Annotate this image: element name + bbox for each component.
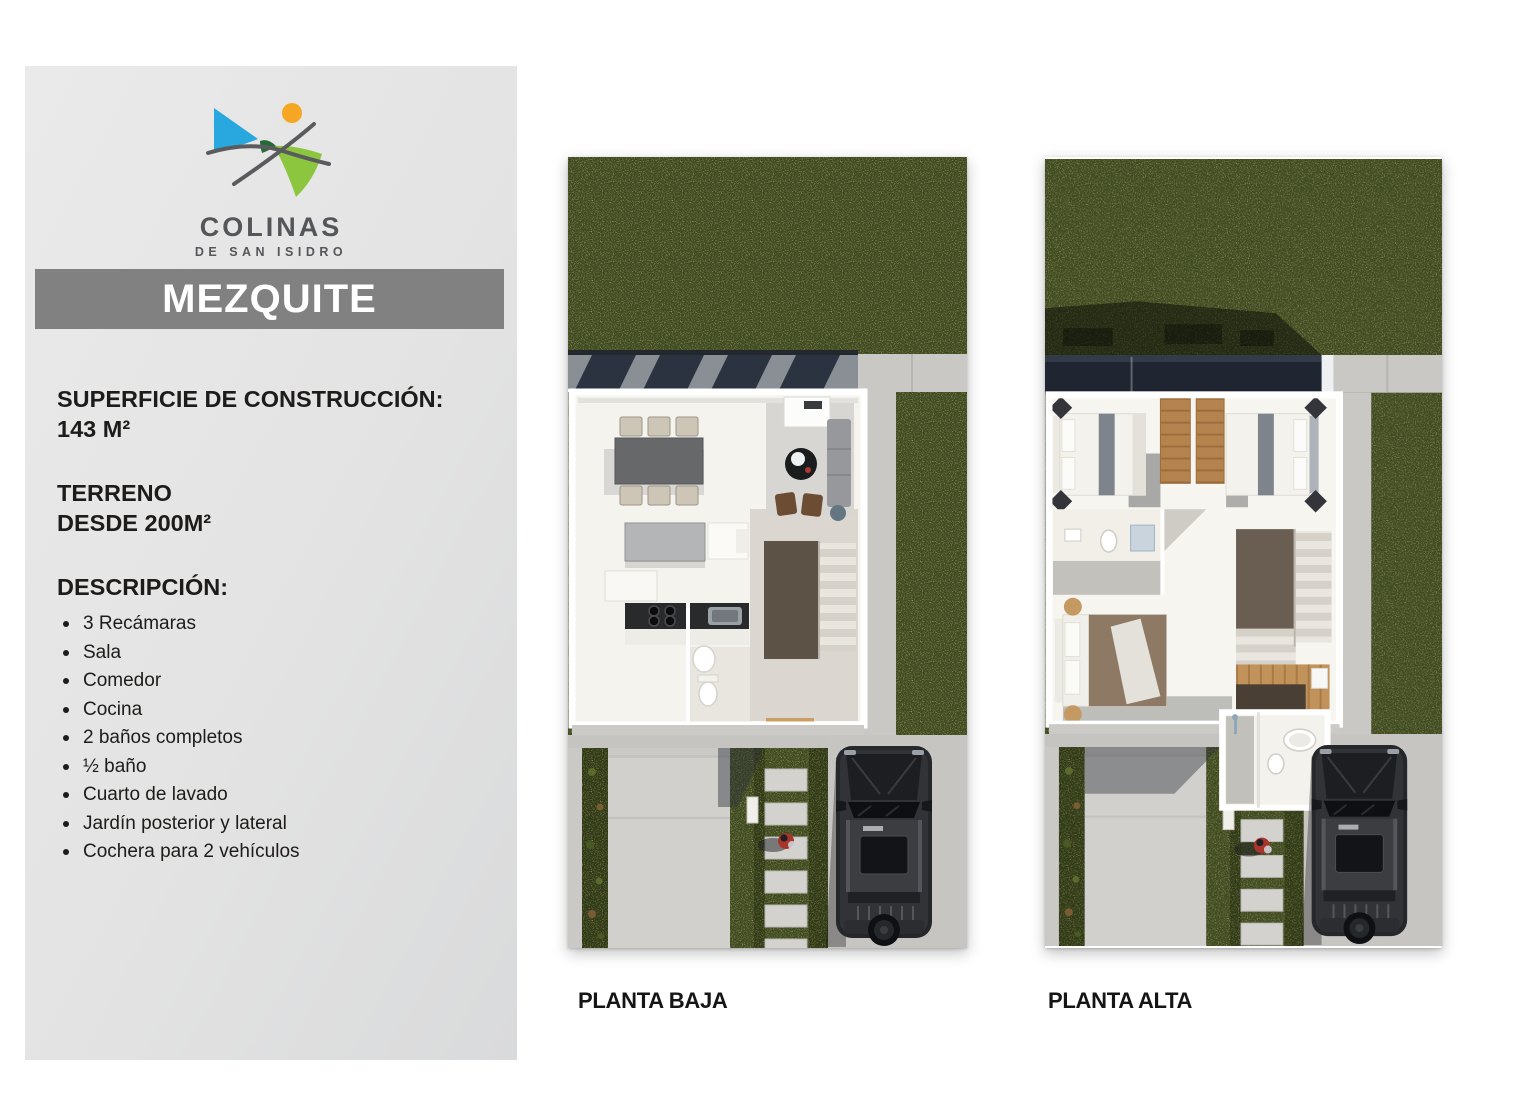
ground-floor-interior [572, 392, 864, 725]
staircase [764, 541, 856, 659]
construction-label: SUPERFICIE DE CONSTRUCCIÓN: [57, 386, 444, 412]
pergola-roof [568, 350, 858, 392]
land-label: TERRENO [57, 480, 172, 506]
brand-tagline: DE SAN ISIDRO [194, 245, 348, 259]
gate-post [747, 797, 758, 823]
upper-floor-interior [1049, 395, 1340, 726]
bullet-dot-icon [63, 621, 69, 627]
bullet-dot-icon [63, 792, 69, 798]
features-list [61, 614, 481, 871]
bullet-dot-icon [63, 764, 69, 770]
side-walkway [1334, 355, 1442, 734]
land-spec [57, 478, 487, 538]
feature-item: Cuarto de lavado [61, 785, 481, 804]
model-name: MEZQUITE [162, 276, 377, 321]
side-walkway [858, 354, 967, 735]
planta-alta-render [1045, 157, 1442, 948]
specs-section [57, 384, 487, 636]
planta-alta-drawing [1045, 157, 1442, 948]
bullet-dot-icon [63, 678, 69, 684]
bedroom-1 [1050, 396, 1161, 512]
suv-car [1312, 745, 1408, 944]
suv-car [836, 746, 932, 946]
roof-band [1045, 355, 1334, 395]
land-value: DESDE 200M² [57, 510, 212, 536]
model-name-banner [35, 269, 504, 329]
planta-baja-drawing [568, 157, 967, 948]
info-sidebar [25, 66, 517, 1060]
feature-item: Sala [61, 643, 481, 662]
planta-baja-render [568, 157, 967, 948]
feature-item: Jardín posterior y lateral [61, 814, 481, 833]
construction-value: 143 M² [57, 416, 131, 442]
construction-spec [57, 384, 487, 444]
brand-name: COLINAS [199, 212, 343, 242]
bullet-dot-icon [63, 821, 69, 827]
planta-alta-caption: PLANTA ALTA [1048, 988, 1193, 1013]
colinas-hills-logo-icon [196, 96, 346, 206]
feature-item: Cocina [61, 700, 481, 719]
bullet-dot-icon [63, 735, 69, 741]
living-room [766, 397, 854, 521]
bullet-dot-icon [63, 650, 69, 656]
bedroom-2 [1226, 396, 1327, 512]
description-heading: DESCRIPCIÓN: [57, 574, 229, 600]
bullet-dot-icon [63, 849, 69, 855]
feature-item: Comedor [61, 671, 481, 690]
feature-item: 3 Recámaras [61, 614, 481, 633]
brand-logo [25, 96, 517, 259]
feature-item: ½ baño [61, 757, 481, 776]
planta-baja-caption: PLANTA BAJA [578, 988, 728, 1013]
bullet-dot-icon [63, 707, 69, 713]
feature-item: 2 baños completos [61, 728, 481, 747]
feature-item: Cochera para 2 vehículos [61, 842, 481, 861]
